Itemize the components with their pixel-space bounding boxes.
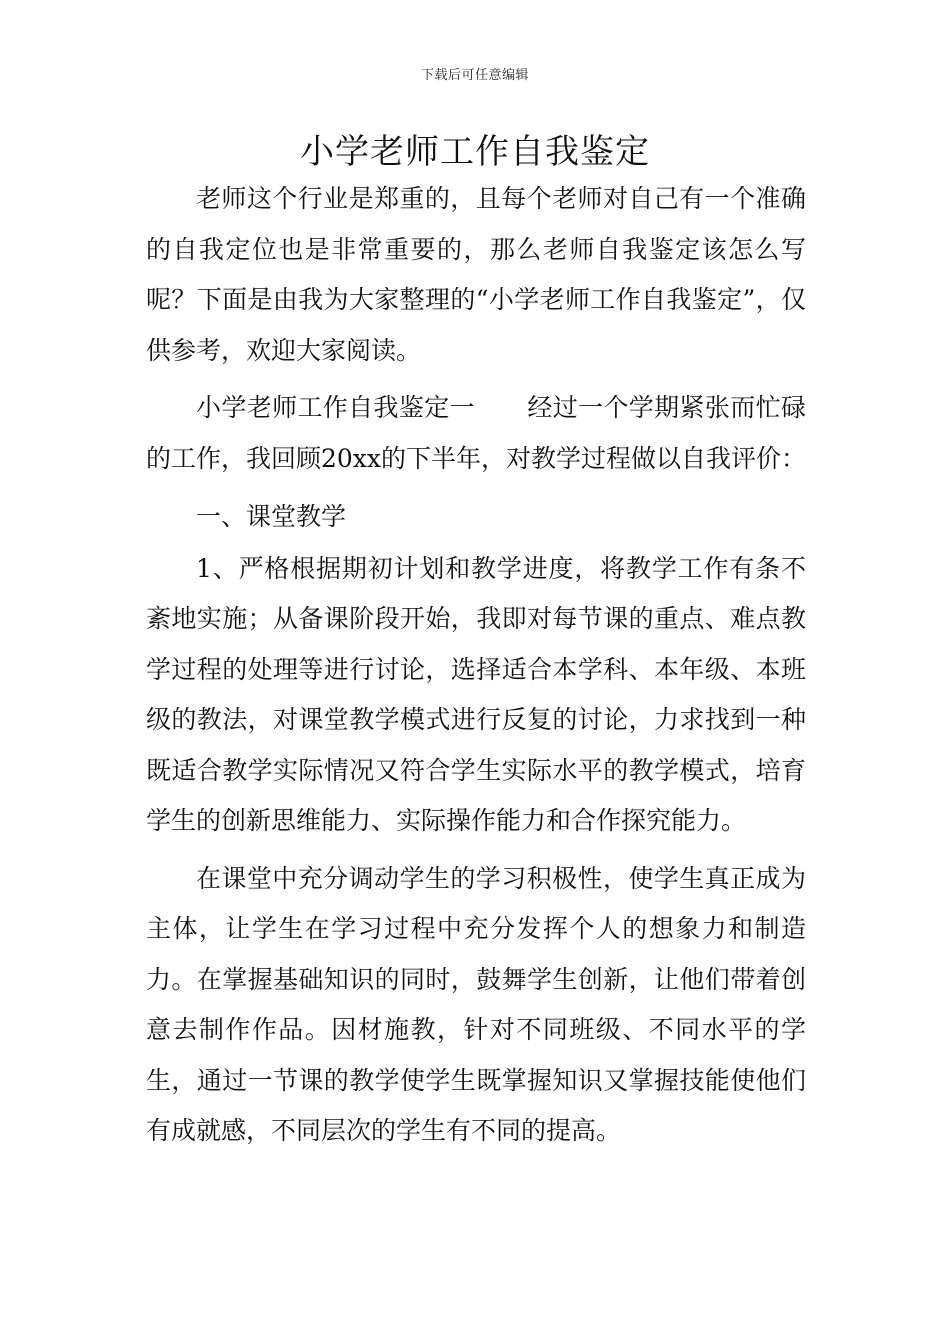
page-header-note: 下载后可任意编辑 [420,68,529,83]
section-one-paragraph [146,383,806,484]
intro-paragraph: 老师这个行业是郑重的，且每个老师对自己有一个准确的自我定位也是非常重要的，那么老师自我鉴定该怎么写呢？下面是由我为大家整理的“小学老师工作自我鉴定”，仅供参考，欢迎大家阅读。 [146,184,806,365]
heading-classroom-teaching: 一、课堂教学 [196,502,347,531]
section-label: 小学老师工作自我鉴定一 [196,393,475,422]
document-title: 小学老师工作自我鉴定 [300,132,650,172]
point-one-paragraph: 1、严格根据期初计划和教学进度，将教学工作有条不紊地实施；从备课阶段开始，我即对每节课的重点、难点教学过程的处理等进行讨论，选择适合本学科、本年级、本班级的教法，对课堂教学模式进行反复的讨论，力求找到一种既适合教学实际情况又符合学生实际水平的教学模式，培育学生的创新思维能力、实际操作能力和合作探究能力。 [146,553,806,835]
document-body [146,174,806,1157]
review-paragraph-text: 经过一个学期紧张而忙碌的工作，我回顾20xx的下半年，对教学过程做以自我评价： [146,393,807,473]
classroom-paragraph: 在课堂中充分调动学生的学习积极性，使学生真正成为主体，让学生在学习过程中充分发挥个人的想象力和制造力。在掌握基础知识的同时，鼓舞学生创新，让他们带着创意去制作作品。因材施教，针对不同班级、不同水平的学生，通过一节课的教学使学生既掌握知识又掌握技能使他们有成就感，不同层次的学生有不同的提高。 [146,863,806,1145]
